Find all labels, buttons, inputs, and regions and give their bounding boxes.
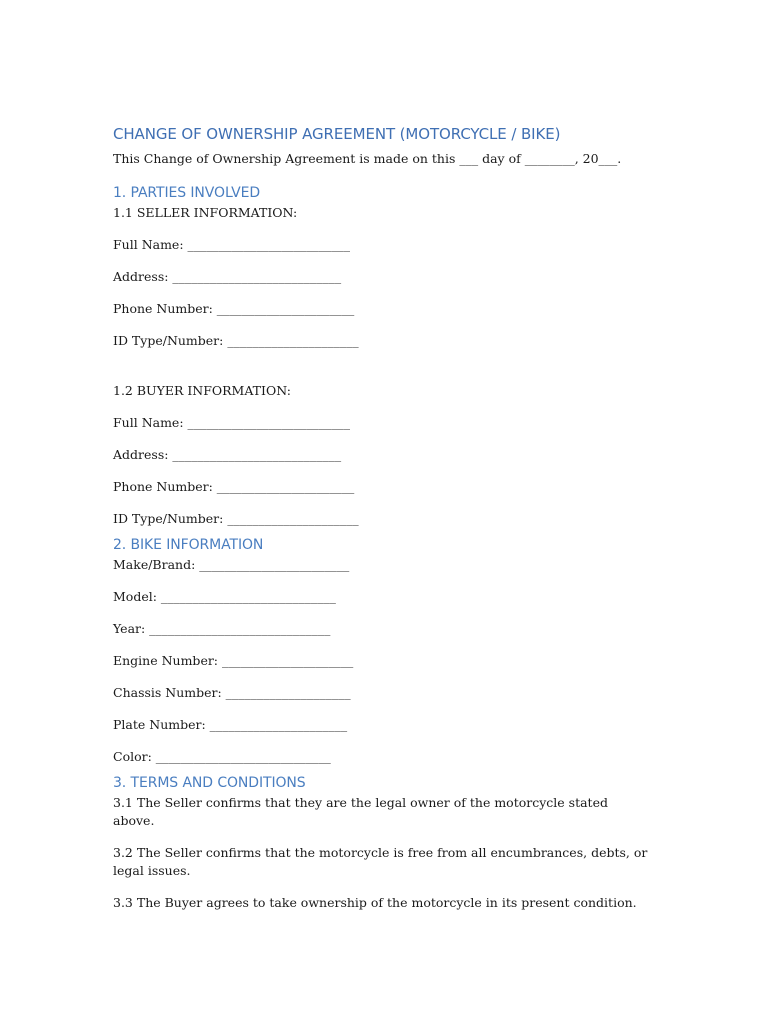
spacer — [113, 364, 653, 382]
clause-3-2: 3.2 The Seller confirms that the motorcycle is free from all encumbrances, debts, or legal issues. — [113, 845, 648, 878]
bike-make-field[interactable]: Make/Brand: ________________________ — [113, 557, 350, 572]
seller-full-name-field[interactable]: Full Name: __________________________ — [113, 237, 351, 252]
bike-year-field[interactable]: Year: _____________________________ — [113, 621, 331, 636]
buyer-phone-field[interactable]: Phone Number: ______________________ — [113, 479, 355, 494]
seller-phone-field[interactable]: Phone Number: ______________________ — [113, 301, 355, 316]
buyer-address-field[interactable]: Address: ___________________________ — [113, 447, 342, 462]
bike-plate-number-field[interactable]: Plate Number: ______________________ — [113, 717, 348, 732]
buyer-heading: 1.2 BUYER INFORMATION: — [113, 383, 291, 398]
bike-chassis-number-field[interactable]: Chassis Number: ____________________ — [113, 685, 351, 700]
seller-heading: 1.1 SELLER INFORMATION: — [113, 205, 298, 220]
seller-address-field[interactable]: Address: ___________________________ — [113, 269, 342, 284]
intro-paragraph: This Change of Ownership Agreement is made on this ___ day of ________, 20___. — [113, 151, 622, 166]
document-title: CHANGE OF OWNERSHIP AGREEMENT (MOTORCYCLE / BIKE) — [113, 125, 561, 143]
section-3-heading: 3. TERMS AND CONDITIONS — [113, 775, 306, 791]
buyer-id-field[interactable]: ID Type/Number: _____________________ — [113, 511, 359, 526]
document-page — [113, 122, 653, 926]
buyer-full-name-field[interactable]: Full Name: __________________________ — [113, 415, 351, 430]
clause-3-3: 3.3 The Buyer agrees to take ownership of the motorcycle in its present condition. — [113, 895, 637, 910]
seller-id-field[interactable]: ID Type/Number: _____________________ — [113, 333, 359, 348]
section-1-heading: 1. PARTIES INVOLVED — [113, 185, 261, 201]
clause-3-1: 3.1 The Seller confirms that they are the legal owner of the motorcycle stated above. — [113, 795, 608, 828]
section-2-heading: 2. BIKE INFORMATION — [113, 537, 264, 553]
bike-model-field[interactable]: Model: ____________________________ — [113, 589, 336, 604]
bike-color-field[interactable]: Color: ____________________________ — [113, 749, 331, 764]
bike-engine-number-field[interactable]: Engine Number: _____________________ — [113, 653, 354, 668]
